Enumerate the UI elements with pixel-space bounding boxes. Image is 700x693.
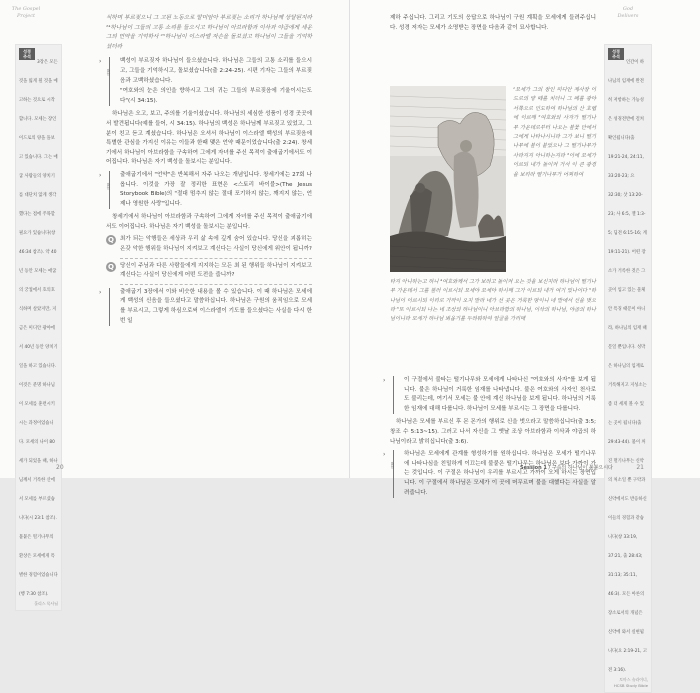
chevron-right-icon: › — [383, 451, 386, 459]
commentary-text: 인간이 하나님의 임재에 완전히 저항하는 가능성은 성경전반에 걸쳐 확인됩니다(출 19:21-24, 24:11, 33:20-23; 요 32:30; 삿 13:20-23; 사 6:5, 젤 1:3-5; 딤전 6:15-16; 계 19:11-21). 어떤 장소가 거룩한 것은 그곳이 입고 있는 물체 안 특징 때문이 아니라, 하나님의 임재 때문일 뿐입니다. 성막은 하나님의 임재로 거룩해지고 지성소는 좀 더 세게 볼 수 있는 곳이 됩니다(출 29:43-44). 불이 꺼진 떨기나무는 신약의 처소일 뿐 구약과 신약에서도 반응하신 이들의 경험과 같습니다(창 33:19, 37:21, 출 28:43; 31:13; 35:11, 46:3). 모든 아론의 장소로서의 개념은 신약에 와서 실현됩니다(요 2:19-21, 고전 3:16). — [608, 60, 648, 673]
left-page — [0, 0, 350, 606]
note-block — [99, 171, 312, 209]
note-text: 백성이 부르짖자 하나님이 들으셨습니다. 하나님은 그들의 고통 소리를 들으시고, 그들을 기억하시고, 돌보셨습니다(출 2:24-25). 시편 기자는 그들의 부르짖음과 고백하셨습니다. — [120, 58, 312, 84]
chevron-right-icon: › — [383, 377, 386, 384]
commentary-tag: 성경 주석 — [19, 48, 35, 60]
discussion-question — [106, 262, 312, 281]
answer-line[interactable] — [120, 258, 312, 259]
question-text: 당신이 주님과 다른 사람들에게 지지하는 모든 최 된 행위들 하나님이 지켜보고 계신다는 사실이 당신에게 어떤 도전을 줍니까? — [120, 262, 312, 279]
commentary-tag: 성경 주석 — [608, 48, 624, 60]
note-label: 요점 — [390, 462, 394, 470]
note-quote: "여호와의 눈은 의인을 향하시고 그의 귀는 그들의 부르짖음에 기울이시는도다"(시 34:15). — [120, 88, 312, 104]
discussion-question — [106, 235, 312, 254]
question-icon: Q — [106, 262, 116, 272]
commentary-sidebox — [15, 44, 62, 611]
note-block — [383, 376, 596, 414]
question-text: 최가 되는 악행들은 세상과 우리 삶 속에 깊게 숨어 있습니다. 당신을 괴롭히는 온갖 악한 행위들 하나님이 지켜보고 계신다는 사실이 당신에게 위안이 됩니까? — [120, 236, 312, 253]
body-paragraph: 하나님은 오고, 보고, 주의를 기울이셨습니다. 하나님의 세심한 성품이 성경 곳곳에서 발견됩니다(예를 들어, 시 34:15). 하나님의 백성은 하나님께 부르짖고 있었고, 그분이 친고 듣고 계셨습니다. 하나님은 오셔서 하나님이 이스라엘 백성의 부르짖음에 특별한 관심을 가지신 이유는 이들과 한때 맺은 언약 때문이었습니다(출 2:24). 창세기에서 하나님이 아브라함을 구속하여 그에게 자녀를 주신 목적이 출애굽기에서도 이어집니다. 하나님은 자기 백성을 돌보시는 분입니다. — [106, 111, 312, 166]
running-head: God Delivers — [617, 6, 639, 19]
running-head: The Gospel Project — [11, 6, 41, 19]
body-paragraph: 하나님은 모세를 부르신 후 몬 몬가의 행위로 신을 벗으라고 말씀하십니다(출 3:5; 창조 수 5:13~15). 그러고 나서 자신을 그 옛날 조상 아브라함과 이삭과 야곱의 하나님이라고 밝히십니다(출 3:6). — [390, 419, 596, 445]
page-number: 20 — [56, 464, 64, 471]
footer-title: 구속의 하나님이 불붙으시다 — [551, 465, 613, 471]
scripture-passage-continued: 타지 아니하는고 하니 ⁴여호와께서 그가 보려고 돌이켜 오는 것을 보신지라 하나님이 떨기나무 가운데서 그를 불러 이르시되 모세야 모세야 하시매 그가 이르되 내가 여기 있나이다 ⁵하나님이 이르시되 이리로 가까이 오지 말라 네가 선 곳은 거룩한 땅이니 네 발에서 신을 벗으라 ⁶또 이르시되 나는 네 조상의 하나님이니 아브라함의 하나님, 이삭의 하나님, 야곱의 하나님이니라 모세가 하나님 뵈옵기를 두려워하여 얼굴을 가리매 — [390, 279, 596, 323]
note-label: 요점 — [106, 69, 110, 77]
scripture-passage: 식하며 부르짖으니 그 고된 노동으로 말미암아 부르짖는 소리가 하나님께 상달된지라 ²⁴하나님이 그들의 고통 소리를 들으시고 하나님이 아브라함과 이삭과 야곱에게 세운 그의 언약을 기억하사 ²⁵하나님이 이스라엘 자손을 돌보셨고 하나님이 그들을 기억하셨더라 — [106, 15, 312, 50]
commentary-source: 토마스 슈라이너, HCSB Study Bible — [613, 677, 648, 688]
note-text: 하나님은 모세에게 관계를 형성하기를 원하십니다. 하나님은 모세가 떨기나무에 나타나심을 친밀하게 이끄는데 불붙은 떨기나무는 하나님은 보다 가까이 가는 것입니다. 이 구절은 하나님이 우리를 부르시고 가까이 오게 하시는 장면입니다. 이 구절에서 하나님은 모세가 이 곳에 머무르며 불을 대했다는 사실을 알려줍니다. — [404, 451, 596, 496]
burning-bush-engraving — [390, 86, 506, 272]
note-text: 출애굽기에서 "언약"은 반복해서 자주 나오는 개념입니다. 창세기에는 27회 나옵니다. 이것을 가장 잘 정리한 표현은 <스토리 바이블>(The Jesus Storybook Bible)의 "절대 멈추지 않는 절대 포기하지 않는, 깨지지 않는, 언제나 영원한 사랑"입니다. — [120, 171, 312, 207]
question-icon: Q — [106, 235, 116, 245]
main-column-bottom — [383, 376, 596, 502]
note-block — [99, 57, 312, 106]
scripture-passage: ¹모세가 그의 장인 미디안 제사장 이드로의 양 떼를 치더니 그 떼를 광야 서쪽으로 인도하여 하나님의 산 호렙에 이르매 ²여호와의 사자가 떨기나무 가운데로부터 나오는 불꽃 안에서 그에게 나타나시니라 그가 보니 떨기나무에 불이 붙었으나 그 떨기나무가 사라지지 아니하는지라 ³이에 모세가 이르되 내가 돌이켜 가서 이 큰 광경을 보리라 떨기나무가 어찌하여 — [513, 87, 596, 178]
commentary-text: 3장은 모든 것을 잃게 될 것을 예고하는 것으로 시작합니다. 모세는 장인 이드로의 양을 돌보고 있습니다. 그는 애굽 사람들의 양치기를 대단치 않게 생각했다는 점에 주목할 필요가 있습니다(창 46:34 참조). 약 40년 동안 모세는 애굽의 궁궐에서 호의호식하며 살았지만, 지금은 미디안 광야에서 40년 동안 양치기 일을 하고 있습니다. 이것은 분명 하나님이 모세를 훈련시키시는 과정이었습니다. 모세의 나이 80세가 되었을 때, 하나님께서 거룩한 산에서 모세를 부르셨습니다(시 23:1 참조). 불붙은 떨기나무의 환상은 모세에게 특별한 경험이었습니다(행 7:30 참조). — [19, 60, 58, 597]
commentary-source: 홀리스 목사님 — [34, 601, 58, 606]
note-block — [383, 450, 596, 498]
body-paragraph: 창세기에서 하나님이 아브라함과 구속하여 그에게 자녀를 주신 목적이 출애굽기에서도 이어집니다. 하나님은 자기 백성을 돌보시는 분입니다. — [106, 214, 312, 230]
note-block — [99, 288, 312, 326]
chevron-right-icon: › — [99, 288, 102, 296]
footer-session: Session 1 — [520, 465, 547, 471]
answer-line[interactable] — [120, 284, 312, 285]
note-text: 출애굽기 3장에서 이와 비슷한 내용을 볼 수 있습니다. 이 때 하나님은 모세에게 백성의 신음을 들으셨다고 말씀하십니다. 하나님은 구원의 움직임으로 모세를 부르시고, 그렇게 하심으로써 이스라엘이 기도를 들으셨다는 사실을 다시 한번 일 — [120, 288, 312, 324]
note-text: 이 구절에서 불타는 떨기나무와 모세에게 나타나신 "여호와의 사자"를 보게 됩니다. 불은 하나님이 거룩한 임재를 나타냅니다. 불은 여호와의 사자인 천사로도 불리는데, 여기서 모세는 불 안에 계신 하나님을 보게 됩니다. 하나님의 거룩한 임재에 대해 다룹니다. 하나님이 모세를 부르시는 그 장면을 다룹니다. — [404, 377, 596, 412]
chevron-right-icon: › — [99, 171, 102, 179]
note-label: 요점 — [106, 182, 110, 191]
body-paragraph: 제하 주십니다. 그리고 기도의 응답으로 하나님이 구원 계획을 모세에게 들려주십니다. 성경 저자는 모세가 소명받는 장면을 다음과 같이 묘사합니다. — [390, 15, 596, 31]
chevron-right-icon: › — [99, 58, 102, 66]
main-column-top — [390, 14, 596, 34]
commentary-sidebox — [604, 44, 652, 693]
main-column — [99, 14, 312, 330]
footer-divider: / — [548, 465, 552, 471]
page-number: 21 — [636, 464, 644, 471]
